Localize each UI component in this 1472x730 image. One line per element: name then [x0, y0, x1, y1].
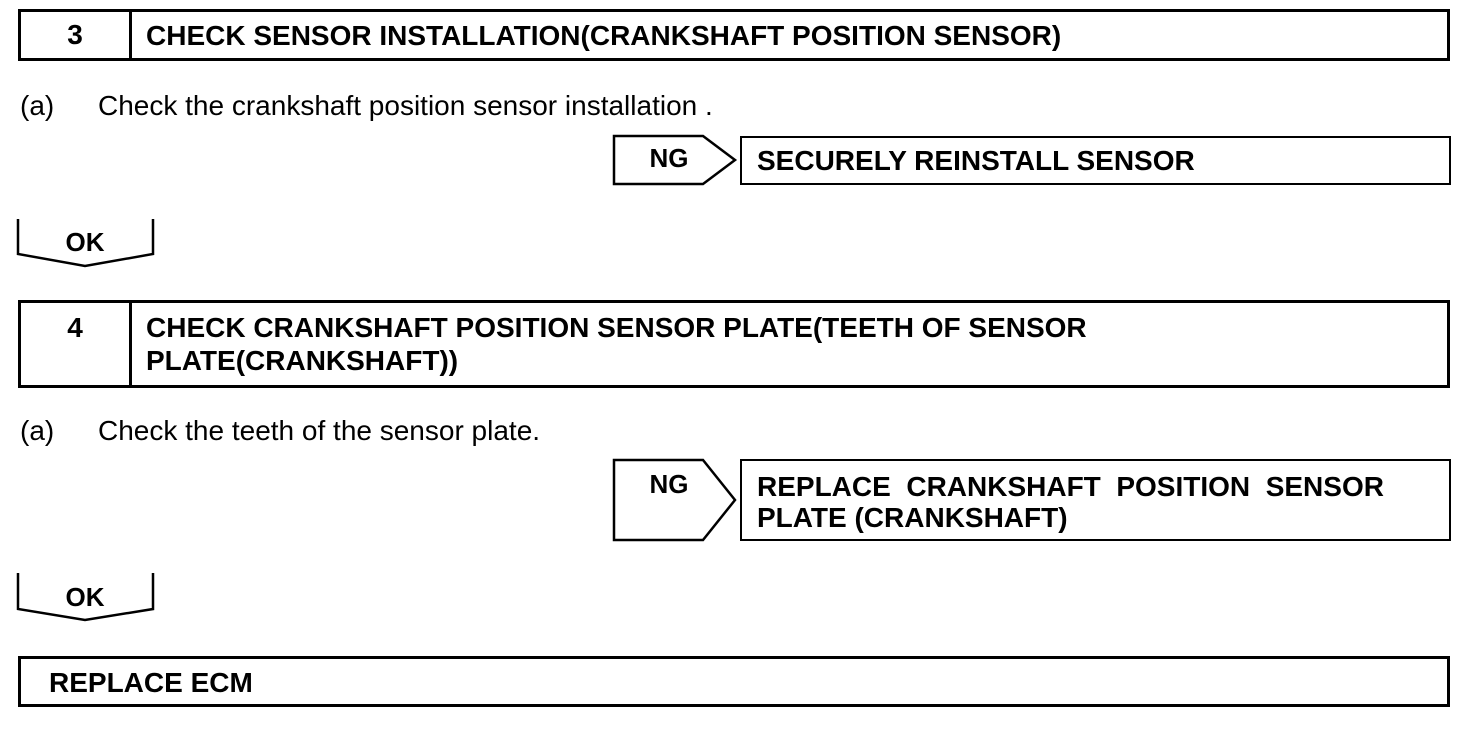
step-4-ng-action-line-2: PLATE (CRANKSHAFT)	[757, 502, 1068, 533]
step-4-ng-label: NG	[649, 469, 689, 499]
step-4-title-line-2: PLATE(CRANKSHAFT))	[146, 345, 459, 376]
step-4-title-line-1: CHECK CRANKSHAFT POSITION SENSOR PLATE(TEETH OF SENSOR	[146, 312, 1087, 343]
final-action-text: REPLACE ECM	[49, 667, 253, 698]
step-3-ok-label: OK	[65, 227, 105, 257]
step-3-check-text: Check the crankshaft position sensor installation .	[98, 90, 713, 121]
step-4-number: 4	[21, 303, 132, 385]
step-4-ng-action-line-1: REPLACE CRANKSHAFT POSITION SENSOR	[757, 471, 1384, 502]
step-4-ok-label: OK	[65, 582, 105, 612]
step-3-number: 3	[21, 12, 132, 58]
step-3-check-label: (a)	[20, 90, 55, 121]
step-4-check-text: Check the teeth of the sensor plate.	[98, 415, 541, 446]
final-action-box	[18, 656, 1450, 707]
step-3-ng-label: NG	[649, 143, 689, 173]
step-3-title: CHECK SENSOR INSTALLATION(CRANKSHAFT POSITION SENSOR)	[146, 20, 1062, 51]
step-4-check-label: (a)	[20, 415, 55, 446]
step-3-ng-action-text: SECURELY REINSTALL SENSOR	[757, 145, 1195, 176]
